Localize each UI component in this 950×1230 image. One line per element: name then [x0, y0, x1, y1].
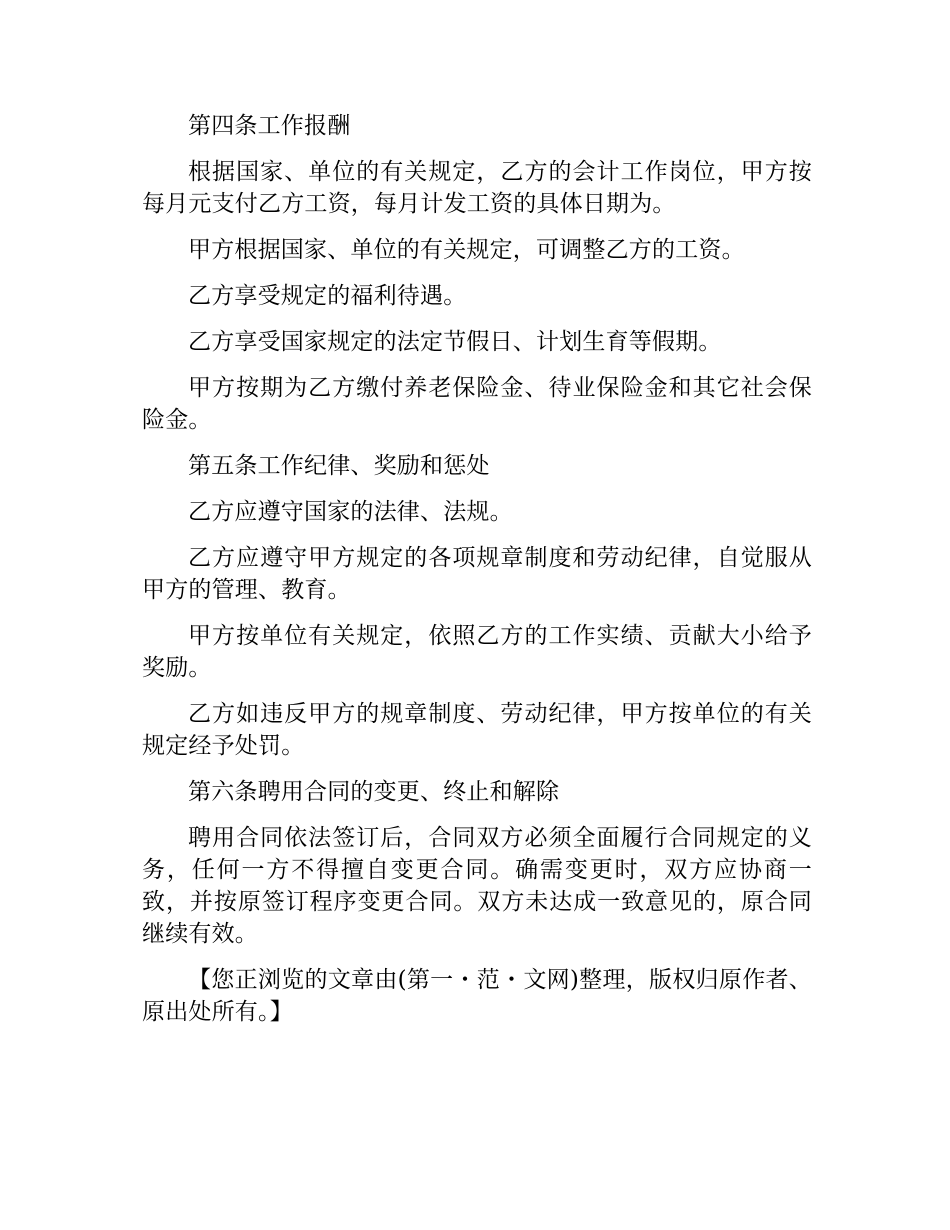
section-heading: 第四条工作报酬	[188, 113, 351, 139]
paragraph: 乙方应遵守甲方规定的各项规章制度和劳动纪律，自觉服从甲方的管理、教育。	[142, 545, 812, 603]
paragraph: 甲方按单位有关规定，依照乙方的工作实绩、贡献大小给予奖励。	[142, 623, 812, 681]
paragraph: 乙方享受规定的福利待遇。	[188, 283, 467, 309]
paragraph: 甲方根据国家、单位的有关规定，可调整乙方的工资。	[188, 237, 745, 263]
paragraph: 甲方按期为乙方缴付养老保险金、待业保险金和其它社会保险金。	[142, 375, 812, 433]
section-heading: 第六条聘用合同的变更、终止和解除	[188, 779, 560, 805]
copyright-note: 【您正浏览的文章由(第一・范・文网)整理，版权归原作者、原出处所有。】	[142, 967, 812, 1025]
paragraph: 乙方享受国家规定的法定节假日、计划生育等假期。	[188, 329, 722, 355]
paragraph: 聘用合同依法签订后，合同双方必须全面履行合同规定的义务，任何一方不得擅自变更合同。确需变更时，双方应协商一致，并按原签订程序变更合同。双方未达成一致意见的，原合同继续有效。	[142, 825, 812, 947]
paragraph: 根据国家、单位的有关规定，乙方的会计工作岗位，甲方按每月元支付乙方工资，每月计发工资的具体日期为。	[142, 159, 812, 217]
section-heading: 第五条工作纪律、奖励和惩处	[188, 453, 490, 479]
paragraph: 乙方如违反甲方的规章制度、劳动纪律，甲方按单位的有关规定经予处罚。	[142, 701, 812, 759]
document-page	[142, 110, 812, 1042]
paragraph: 乙方应遵守国家的法律、法规。	[188, 499, 513, 525]
